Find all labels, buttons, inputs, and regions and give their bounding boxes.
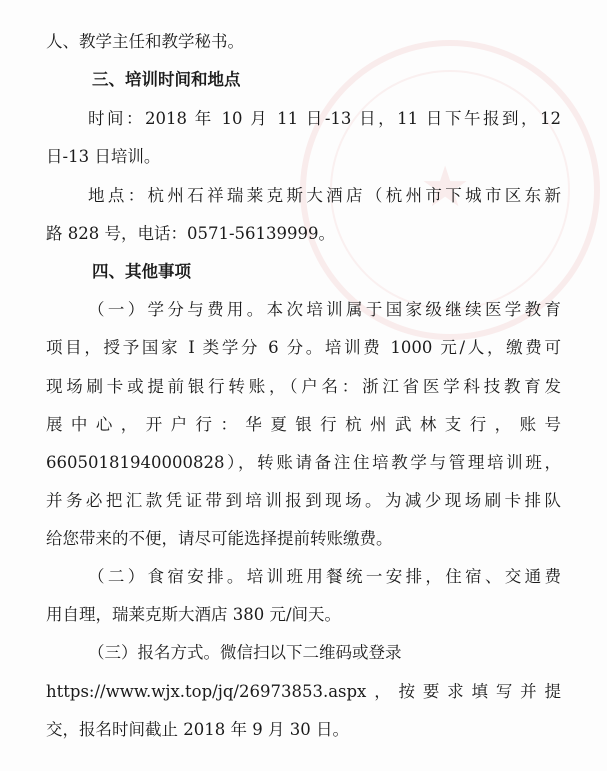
text-line: 日-13 日培训。 [46, 147, 161, 166]
text-line: 并务必把汇款凭证带到培训报到现场。为减少现场刷卡排队 [46, 491, 561, 510]
text-line: （二）食宿安排。培训班用餐统一安排，住宿、交通费 [88, 567, 561, 586]
text-line: 人、教学主任和教学秘书。 [46, 32, 244, 51]
text-line: （三）报名方式。微信扫以下二维码或登录 [88, 643, 402, 662]
text-line: 用自理，瑞莱克斯大酒店 380 元/间天。 [46, 605, 342, 624]
seal-star-icon: ★ [420, 155, 471, 220]
text-line: 时间：2018 年 10 月 11 日-13 日，11 日下午报到，12 [88, 109, 561, 128]
text-line: （一）学分与费用。本次培训属于国家级继续医学教育 [88, 300, 561, 319]
registration-url-line: https://www.wjx.top/jq/26973853.aspx，按要求填写并提 [46, 682, 561, 701]
text-line: 给您带来的不便，请尽可能选择提前转账缴费。 [46, 529, 393, 548]
text-line: 地点：杭州石祥瑞莱克斯大酒店（杭州市下城市区东新 [88, 186, 561, 205]
text-line: 交，报名时间截止 2018 年 9 月 30 日。 [46, 720, 349, 739]
section-heading-time-location: 三、培训时间和地点 [92, 70, 241, 89]
text-line: 项目，授予国家 I 类学分 6 分。培训费 1000 元/人，缴费可 [46, 338, 561, 357]
text-line: 66050181940000828），转账请备注住培教学与管理培训班， [46, 453, 561, 472]
section-heading-other: 四、其他事项 [92, 262, 191, 281]
text-line: 现场刷卡或提前银行转账，（户名：浙江省医学科技教育发 [46, 377, 561, 396]
text-line: 展中心，开户行：华夏银行杭州武林支行，账号 [46, 415, 561, 434]
text-line: 路 828 号，电话：0571-56139999。 [46, 224, 336, 243]
